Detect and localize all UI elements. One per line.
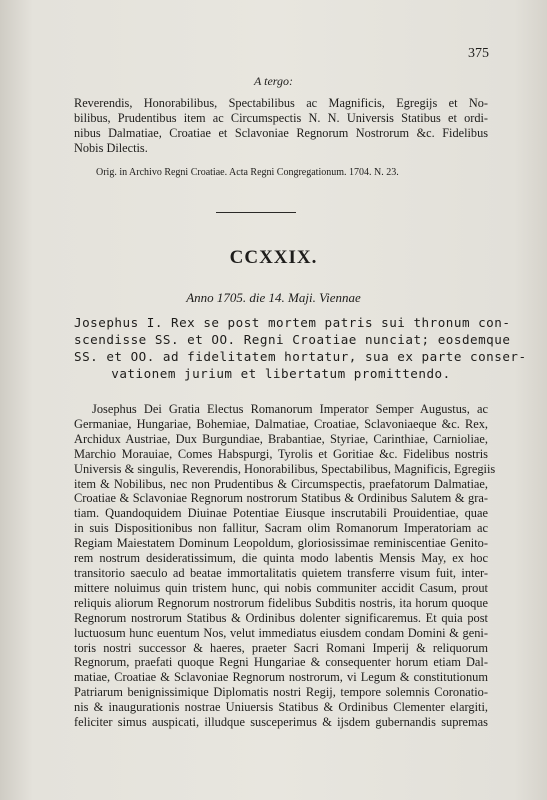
date-line: Anno 1705. die 14. Maji. Viennae [186,290,361,305]
address-line: nibus Dalmatiae, Croatiae et Sclavoniae Regnorum Nostrorum &c. Fidelibus [74,126,488,140]
address-line: Reverendis, Honorabilibus, Spectabilibus ac Magnificis, Egregijs et No- [74,96,488,110]
page-number: 375 [468,46,489,61]
separator-rule [216,212,296,213]
body-line: tiam. Quandoquidem Diuinae Potentiae Eiusque inscrutabili Prouidentiae, quae [74,506,488,521]
origin-note: Orig. in Archivo Regni Croatiae. Acta Regni Congregationum. 1704. N. 23. [96,167,399,178]
body-line: in suis Dispositionibus non fallitur, Sacram olim Romanorum Imperatoriam ac [74,521,488,536]
body-line: Marchio Morauiae, Comes Habspurgi, Tyrolis et Goritiae &c. Fidelibus nostris [74,446,488,461]
body-line: Regnorum nostrorum Statibus & Ordinibus dolenter significaremus. Et quia post [74,610,488,625]
body-line: nis & inaugurationis nostrae Uniuersis Statibus & Ordinibus Clementer elargiti, [74,700,488,715]
body-line: matiae, Croatiae & Sclavoniae Regnorum nostrorum, vi Legum & constitutionum [74,670,488,685]
summary-line: vationem jurium et libertatum promittendo. [111,366,451,381]
tergo-heading: A tergo: [254,74,293,88]
body-line: mittere noluimus quin tristem hunc, qui nobis communiter accidit Casum, prout [74,580,488,595]
document-number: CCXXIX. [229,247,318,268]
body-line: item & Nobilibus, nec non Prudentibus & Circumspectis, praefatorum Dalmatiae, [74,476,488,491]
summary-line: SS. et OO. ad fidelitatem hortatur, sua ex parte conser- [74,349,527,364]
body-line: transitorio saeculo ad beatae immortalitatis quietem transferre visum fuit, inter- [74,565,488,580]
body-line: Josephus Dei Gratia Electus Romanorum Imperator Semper Augustus, ac [92,402,488,416]
address-line: Nobis Dilectis. [74,141,148,155]
body-line: Germaniae, Hungariae, Bohemiae, Dalmatiae, Croatiae, Sclavoniaeque &c. Rex, [74,416,488,431]
body-line: Croatiae & Sclavoniae Regnorum nostrorum Statibus & Ordinibus Salutem & gra- [74,491,488,506]
body-line: feliciter simus auspicati, illudque susceperimus & ijsdem gubernandis supremas [74,715,488,730]
body-line: luctuosum hunc euentum Nos, velut immediatus eiusdem condam Domini & geni- [74,625,488,640]
body-line: Regnorum, praefati quoque Regni Hungariae & consequenter horum etiam Dal- [74,655,488,670]
document-summary [74,314,527,382]
body-line: Universis & singulis, Reverendis, Honorabilibus, Spectabilibus, Magnificis, Egregiis [74,461,496,476]
address-block [74,96,488,156]
body-line: rem nostrum desideratissimum, die quinta modo labentis Mensis May, ex hoc [74,551,488,566]
body-text [74,402,496,730]
summary-line: scendisse SS. et OO. Regni Croatiae nunciat; eosdemque [74,332,511,347]
body-line: reliquis aliorum Regnorum nostrorum fidelibus Subditis nostris, ita horum quoque [74,595,488,610]
address-line: bilibus, Prudentibus item ac Circumspectis N. N. Universis Statibus et ordi- [74,111,488,125]
body-line: Patriarum benignissimique Diplomatis nostri Regij, tempore solemnis Coronatio- [74,685,488,700]
body-line: toris nostri successor & haeres, praeter Sacri Romani Imperij & reliquorum [74,640,488,655]
body-line: Archidux Austriae, Dux Burgundiae, Brabantiae, Styriae, Carinthiae, Carnioliae, [74,431,488,446]
body-line: Regiam Maiestatem Dominum Leopoldum, gloriosissimae reminiscentiae Genito- [74,536,488,551]
summary-line: Josephus I. Rex se post mortem patris sui thronum con- [74,315,511,330]
